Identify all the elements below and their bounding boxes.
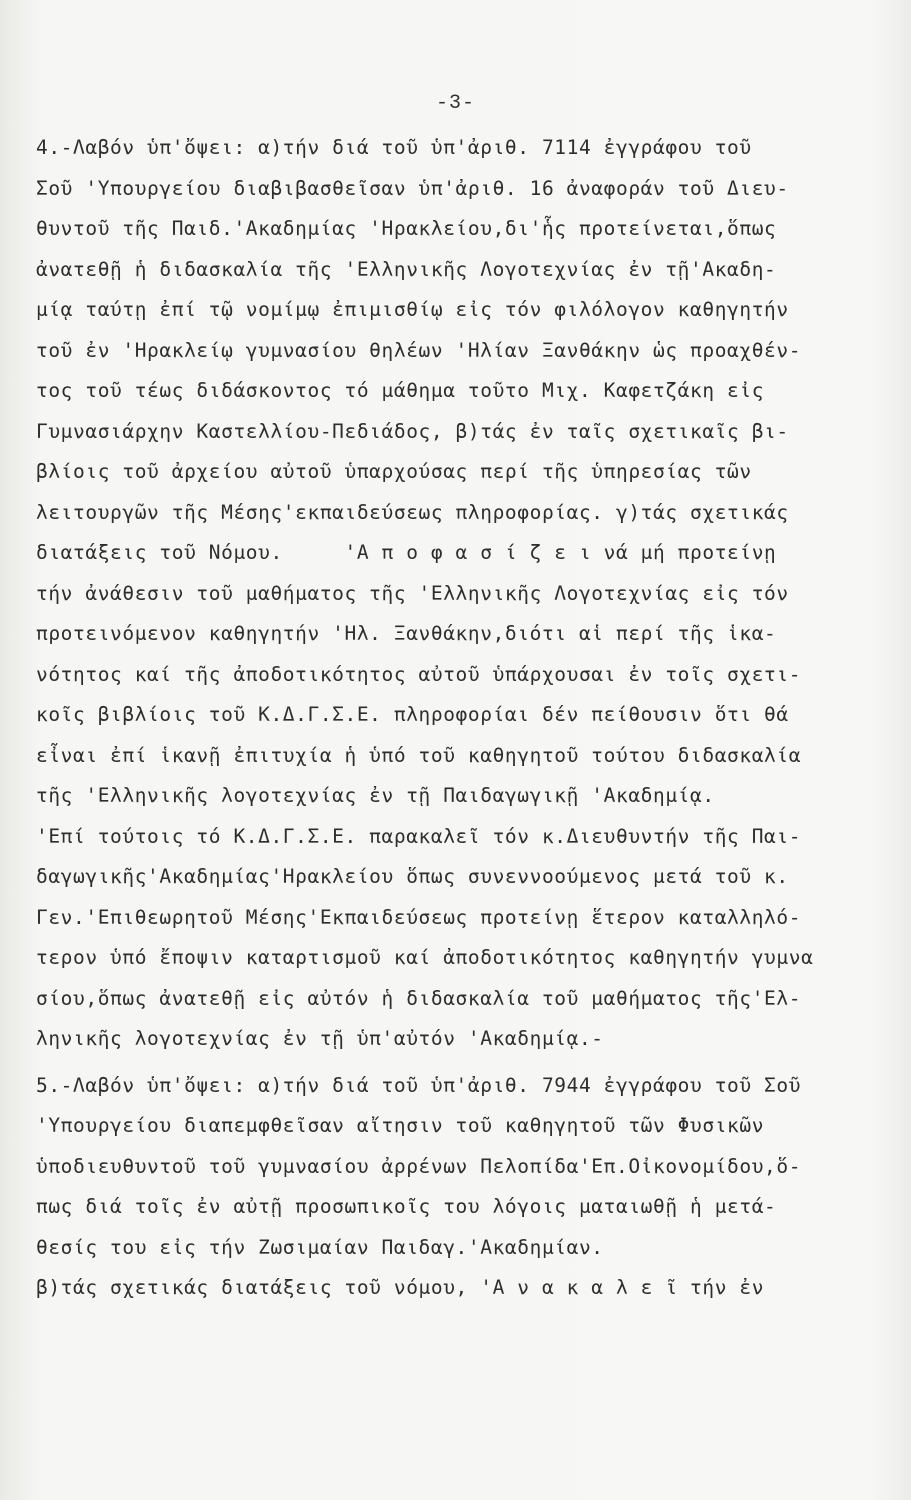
- text-line: βλίοις τοῦ ἀρχείου αὐτοῦ ὑπαρχούσας περί τῆς ὑπηρεσίας τῶν: [36, 460, 752, 483]
- text-line: 5.-Λαβόν ὑπ'ὄψει: α)τήν διά τοῦ ὑπ'ἀριθ. 7944 ἐγγράφου τοῦ Σοῦ: [36, 1073, 802, 1097]
- text-line: νότητος καί τῆς ἀποδοτικότητος αὐτοῦ ὑπάρχουσαι ἐν τοῖς σχετι-: [36, 662, 802, 686]
- text-line: 'Υπουργείου διαπεμφθεῖσαν αἴτησιν τοῦ καθηγητοῦ τῶν Φυσικῶν: [36, 1114, 765, 1137]
- text-line: δαγωγικῆς'Ακαδημίας'Ηρακλείου ὅπως συνεννοούμενος μετά τοῦ κ.: [36, 865, 789, 888]
- text-line: πως διά τοῖς ἐν αὐτῇ προσωπικοῖς του λόγοις ματαιωθῇ ἡ μετά-: [36, 1195, 777, 1218]
- text-line: σίου,ὅπως ἀνατεθῇ εἰς αὐτόν ἡ διδασκαλία τοῦ μαθήματος τῆς'Ελ-: [36, 986, 802, 1010]
- paragraph-4: [36, 128, 896, 1060]
- document-body: [36, 128, 896, 1309]
- text-line: Γεν.'Επιθεωρητοῦ Μέσης'Εκπαιδεύσεως προτείνῃ ἕτερον καταλληλό-: [36, 905, 802, 929]
- text-line: διατάξεις τοῦ Νόμου. 'Α π ο φ α σ ί ζ ε ι νά μή προτείνῃ: [36, 541, 777, 564]
- text-line: τοῦ ἐν 'Ηρακλείῳ γυμνασίου θηλέων 'Ηλίαν Ξανθάκην ὡς προαχθέν-: [36, 338, 802, 362]
- paragraph-5: [36, 1066, 896, 1309]
- text-line: 'Επί τούτοις τό Κ.Δ.Γ.Σ.Ε. παρακαλεῖ τόν κ.Διευθυντήν τῆς Παι-: [36, 824, 802, 848]
- text-line: τήν ἀνάθεσιν τοῦ μαθήματος τῆς 'Ελληνικῆς Λογοτεχνίας εἰς τόν: [36, 581, 789, 605]
- text-line: 4.-Λαβόν ὑπ'ὄψει: α)τήν διά τοῦ ὑπ'ἀριθ. 7114 ἐγγράφου τοῦ: [36, 136, 752, 159]
- text-line: λειτουργῶν τῆς Μέσης'εκπαιδεύσεως πληροφορίας. γ)τάς σχετικάς: [36, 500, 789, 524]
- page-number: -3-: [435, 92, 475, 115]
- text-line: θεσίς του εἰς τήν Ζωσιμαίαν Παιδαγ.'Ακαδημίαν.: [36, 1235, 604, 1259]
- text-line: ἀνατεθῇ ἡ διδασκαλία τῆς 'Ελληνικῆς Λογοτεχνίας ἐν τῇ'Ακαδη-: [36, 257, 777, 281]
- text-line: τερον ὑπό ἔποψιν καταρτισμοῦ καί ἀποδοτικότητος καθηγητήν γυμνα: [36, 946, 814, 969]
- text-line: Σοῦ 'Υπουργείου διαβιβασθεῖσαν ὑπ'ἀριθ. 16 ἀναφοράν τοῦ Διευ-: [36, 176, 789, 200]
- text-line: κοῖς βιβλίοις τοῦ Κ.Δ.Γ.Σ.Ε. πληροφορίαι δέν πείθουσιν ὅτι θά: [36, 703, 789, 726]
- text-line: Γυμνασιάρχην Καστελλίου-Πεδιάδος, β)τάς ἐν ταῖς σχετικαῖς βι-: [36, 419, 789, 443]
- text-line: θυντοῦ τῆς Παιδ.'Ακαδημίας 'Ηρακλείου,δι'ἧς προτείνεται,ὅπως: [36, 217, 777, 240]
- text-line: β)τάς σχετικάς διατάξεις τοῦ νόμου, 'Α ν α κ α λ ε ῖ τήν ἐν: [36, 1276, 765, 1299]
- text-line: ὑποδιευθυντοῦ τοῦ γυμνασίου ἀρρένων Πελοπίδα'Επ.Οἰκονομίδου,ὅ-: [36, 1154, 802, 1178]
- text-line: προτεινόμενον καθηγητήν 'Ηλ. Ξανθάκην,διότι αἱ περί τῆς ἱκα-: [36, 622, 777, 645]
- text-line: εἶναι ἐπί ἱκανῇ ἐπιτυχία ἡ ὑπό τοῦ καθηγητοῦ τούτου διδασκαλία: [36, 743, 802, 767]
- text-line: μίᾳ ταύτῃ ἐπί τῷ νομίμῳ ἐπιμισθίῳ εἰς τόν φιλόλογον καθηγητήν: [36, 298, 789, 321]
- text-line: τῆς 'Ελληνικῆς λογοτεχνίας ἐν τῇ Παιδαγωγικῇ 'Ακαδημίᾳ.: [36, 784, 715, 807]
- text-line: ληνικῆς λογοτεχνίας ἐν τῇ ὑπ'αὐτόν 'Ακαδημίᾳ.-: [36, 1027, 604, 1050]
- text-line: τος τοῦ τέως διδάσκοντος τό μάθημα τοῦτο Μιχ. Καφετζάκη εἰς: [36, 379, 765, 402]
